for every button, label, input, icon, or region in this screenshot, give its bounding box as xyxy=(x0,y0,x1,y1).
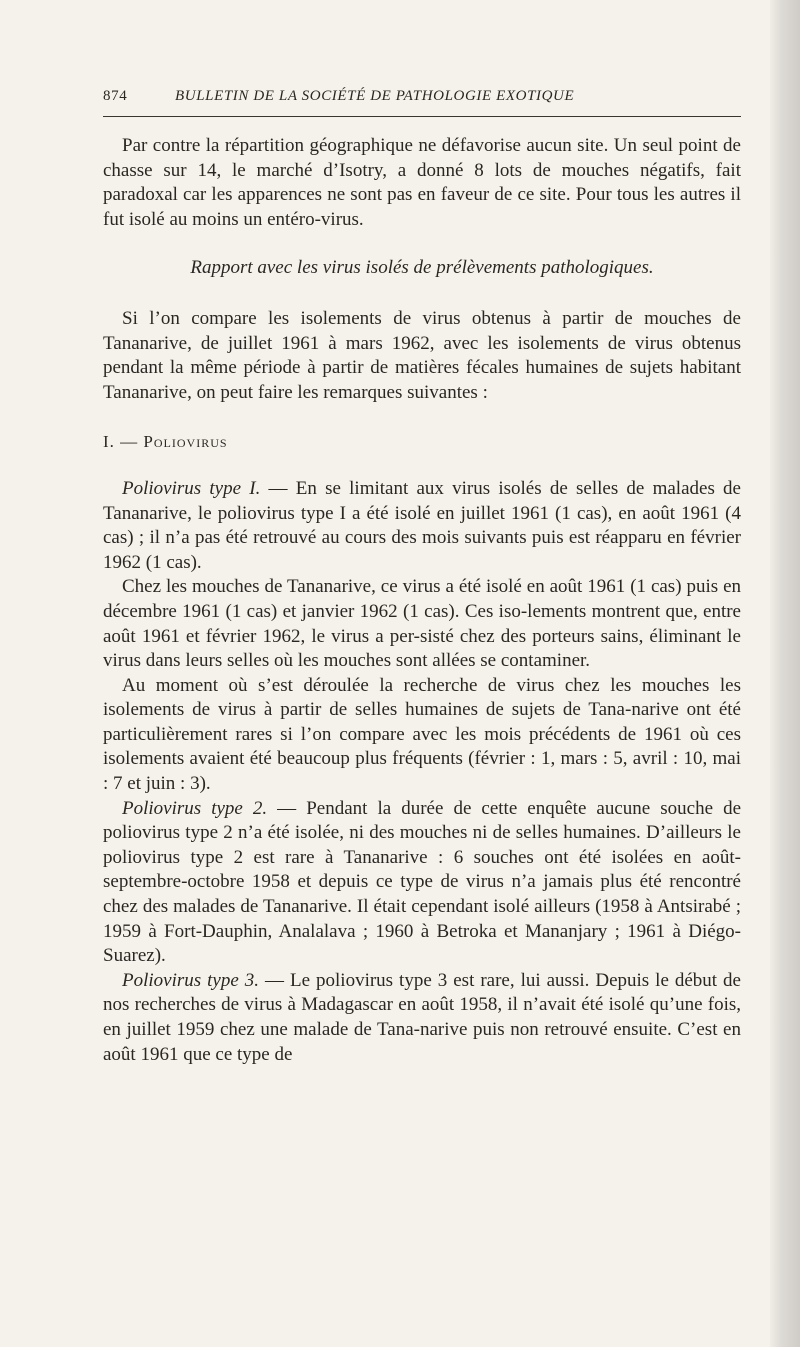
section-title: Poliovirus xyxy=(143,432,228,452)
paragraph-poliovirus-type-1 xyxy=(103,477,741,575)
running-header xyxy=(103,88,741,112)
poliovirus-type-2-label: Poliovirus type 2. xyxy=(122,797,268,819)
paragraph-poliovirus-type-2 xyxy=(103,797,741,969)
section-number: I. — xyxy=(103,432,139,452)
subheading: Rapport avec les virus isolés de prélèvements pathologiques. xyxy=(190,257,654,279)
poliovirus-type-2-text: — Pendant la durée de cette enquête aucune souche de poliovirus type 2 n’a été isolée, ni des mouches ni de selles humaines. D’ailleurs le poliovirus type 2 est rare à Tananarive : 6 souches ont été isolées en août-septembre-octobre 1958 et depuis ce type de virus n’a jamais plus été rencontré chez des malades de Tananarive. Il était cependant isolé ailleurs (1958 à Antsirabé ; 1959 à Fort-Dauphin, Analalava ; 1960 à Betroka et Mananjary ; 1961 à Diégo-Suarez). xyxy=(103,797,741,967)
paragraph-comparison-intro: Si l’on compare les isolements de virus obtenus à partir de mouches de Tananarive, de juillet 1961 à mars 1962, avec les isolements de virus obtenus pendant la même période à partir de matières fécales humaines de sujets habitant Tananarive, on peut faire les remarques suivantes : xyxy=(103,307,741,403)
paragraph-human-isolation: Au moment où s’est déroulée la recherche de virus chez les mouches les isolements de virus à partir de selles humaines de sujets de Tana-narive ont été particulièrement rares si l’on compare avec les mois précédents de 1961 où ces isolements avaient été beaucoup plus fréquents (février : 1, mars : 5, avril : 10, mai : 7 et juin : 3). xyxy=(103,674,741,795)
body-text xyxy=(103,134,741,1067)
paragraph-site-distribution: Par contre la répartition géographique ne défavorise aucun site. Un seul point de chasse sur 14, le marché d’Isotry, a donné 8 lots de mouches négatifs, fait paradoxal car les apparences ne sont pas en faveur de ce site. Pour tous les autres il fut isolé au moins un entéro-virus. xyxy=(103,135,741,230)
journal-title: BULLETIN DE LA SOCIÉTÉ DE PATHOLOGIE EXOTIQUE xyxy=(175,88,575,104)
page-number: 874 xyxy=(103,88,128,104)
paragraph-flies-isolation: Chez les mouches de Tananarive, ce virus a été isolé en août 1961 (1 cas) puis en décembre 1961 (1 cas) et janvier 1962 (1 cas). Ces iso-lements montrent que, entre août 1961 et février 1962, le virus a per-sisté chez des porteurs sains, éliminant le virus dans leurs selles où les mouches sont allées se contaminer. xyxy=(103,576,741,672)
header-rule xyxy=(103,116,741,117)
scan-page-edge xyxy=(770,0,800,1347)
poliovirus-type-1-text: — En se limitant aux virus isolés de selles de malades de Tananarive, le poliovirus type I a été isolé en juillet 1961 (1 cas), en août 1961 (4 cas) ; il n’a pas été retrouvé au cours des mois suivants puis est réapparu en février 1962 (1 cas). xyxy=(103,477,741,573)
section-heading xyxy=(103,430,741,455)
poliovirus-type-1-label: Poliovirus type I. xyxy=(122,477,261,499)
poliovirus-type-3-label: Poliovirus type 3. xyxy=(122,969,260,991)
poliovirus-type-3-text: — Le poliovirus type 3 est rare, lui aussi. Depuis le début de nos recherches de virus à Madagascar en août 1958, il n’avait été isolé qu’une fois, en juillet 1959 chez une malade de Tana-narive puis non retrouvé ensuite. C’est en août 1961 que ce type de xyxy=(103,969,741,1065)
paragraph-poliovirus-type-3 xyxy=(103,969,741,1067)
